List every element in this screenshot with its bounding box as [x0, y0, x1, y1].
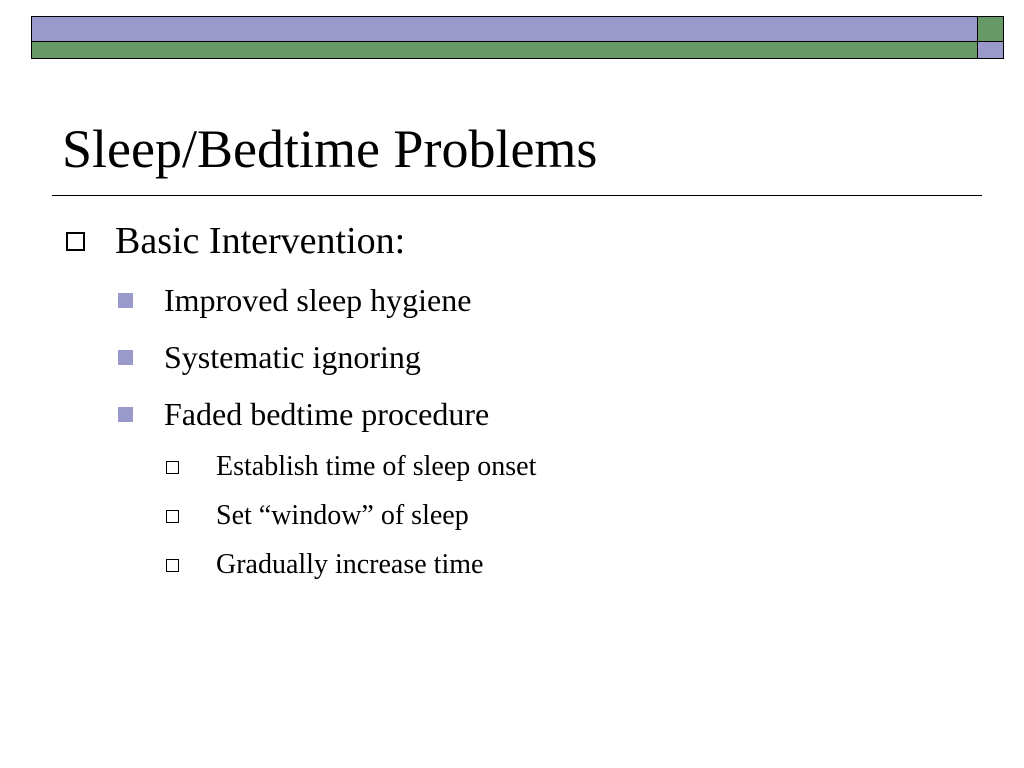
bullet-text: Systematic ignoring — [164, 339, 421, 375]
bullet-text: Gradually increase time — [216, 549, 484, 580]
header-bar-green — [31, 42, 978, 59]
header-corner-green — [977, 16, 1004, 42]
header-bar-purple — [31, 16, 978, 42]
filled-square-bullet-icon — [118, 350, 133, 365]
filled-square-bullet-icon — [118, 407, 133, 422]
bullet-level3 — [166, 450, 536, 484]
hollow-square-bullet-icon — [66, 232, 85, 251]
hollow-square-bullet-icon — [166, 510, 179, 523]
bullet-text: Basic Intervention: — [115, 220, 406, 262]
bullet-text: Set “window” of sleep — [216, 500, 469, 531]
slide-title: Sleep/Bedtime Problems — [62, 119, 598, 179]
bullet-text: Establish time of sleep onset — [216, 451, 537, 482]
filled-square-bullet-icon — [118, 293, 133, 308]
hollow-square-bullet-icon — [166, 461, 179, 474]
bullet-level3 — [166, 499, 469, 533]
bullet-level1 — [66, 218, 405, 264]
hollow-square-bullet-icon — [166, 559, 179, 572]
header-corner-purple — [977, 41, 1004, 59]
bullet-text: Faded bedtime procedure — [164, 396, 490, 432]
bullet-level2 — [118, 394, 489, 434]
bullet-text: Improved sleep hygiene — [164, 282, 472, 318]
title-divider — [52, 195, 982, 196]
bullet-level3 — [166, 548, 483, 582]
bullet-level2 — [118, 280, 471, 320]
bullet-level2 — [118, 337, 421, 377]
